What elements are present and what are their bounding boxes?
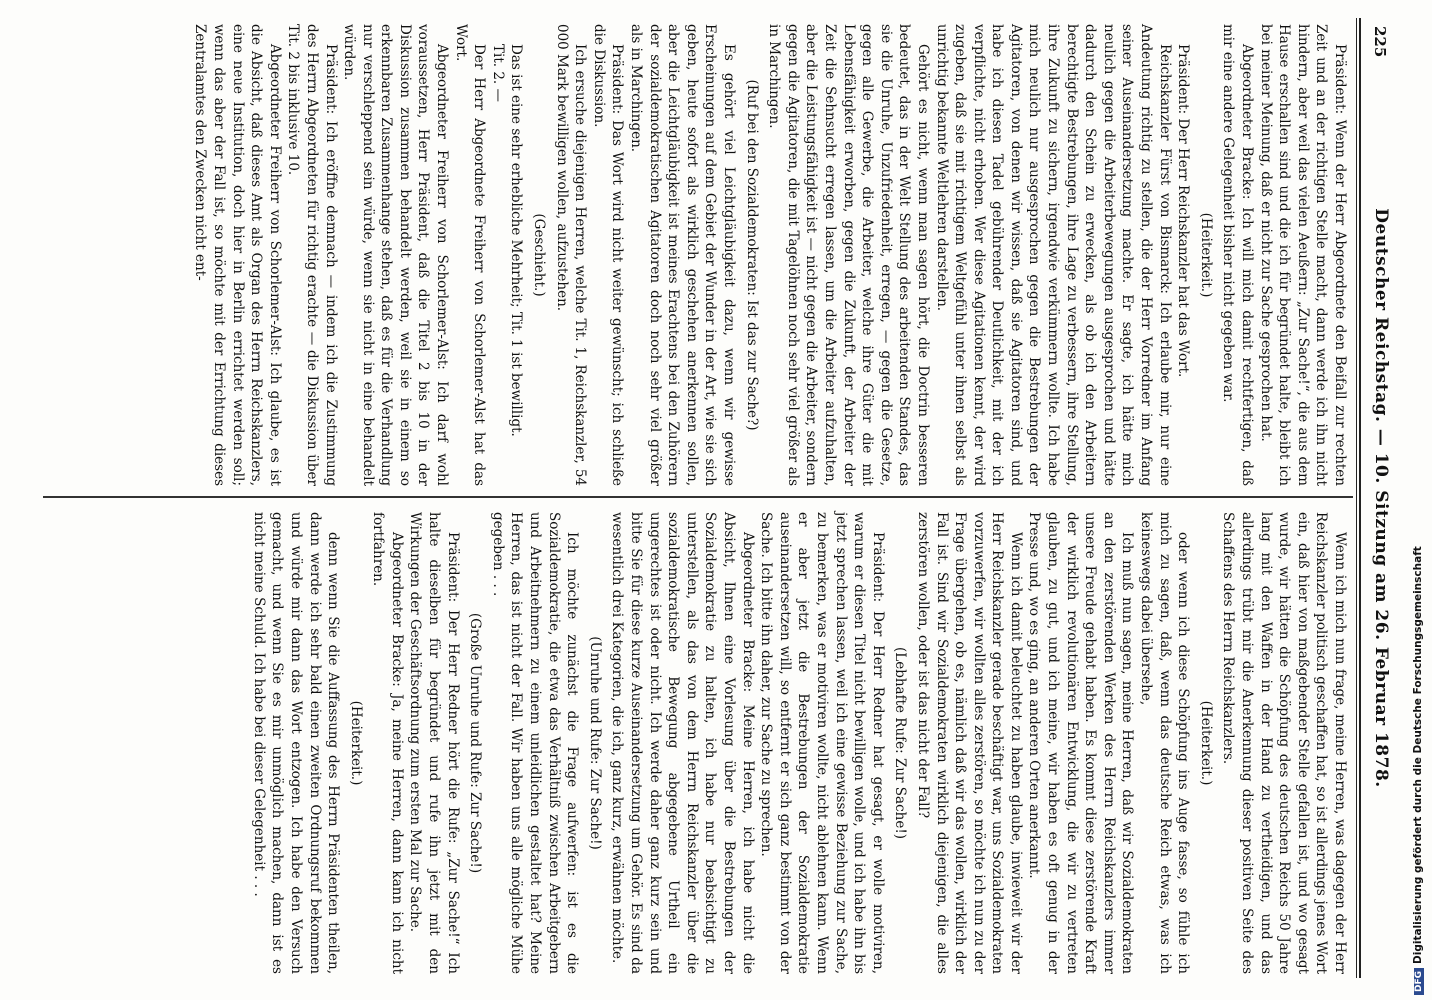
paragraph: Tit. 2. — [489, 44, 506, 103]
paragraph: Ich ersuche diejenigen Herren, welche Tit. 1, Reichskanzler, 54 000 Mark bewilligen wollen, aufzustehen. [553, 24, 589, 486]
paragraph: Es gehört viel Leichtgläubigkeit dazu, wenn wir gewisse Erscheinungen auf dem Gebiet der Wunder in der Art, wie sie sich geben, heute sofort als wirklich geschehen anerkennen sollen, aber die Leichtgläubigkeit ist meines Erachtens bei den Zuhörern der sozialdemokratischen Agitatoren doch noch sehr viel größer als in Marchingen. [628, 24, 737, 486]
paragraph: Präsident: Ich eröffne demnach — indem ich die Zustimmung des Herrn Abgeordneten für richtig erachte — die Diskussion über Tit. 2 bis inklusive 10. [285, 24, 339, 486]
paragraph: Präsident: Der Herr Reichskanzler hat das Wort. [1175, 44, 1192, 378]
paragraph: Abgeordneter Bracke: Meine Herren, ich habe nicht die Absicht, Ihnen eine Vorlesung über die Bestrebungen der Sozialdemokratie zu halten, ich habe nur beabsichtigt zu unterstellen, als das von dem Herrn Reichskanzler über die sozialdemokratische Bewegung abgegebene Urtheil ein ungerechtes ist oder nicht. Ich werde daher ganz kurz sein und bitte Sie für diese kurze Auseinandersetzung um Gehör. Es sind da wesentlich drei Kategorien, die ich, ganz kurz, erwähnen möchte. [609, 512, 756, 974]
paragraph: Abgeordneter Bracke: Ja, meine Herren, dann kann ich nicht fortfahren. [370, 512, 405, 974]
paragraph: Ich möchte zunächst die Frage aufwerfen: ist es die Sozialdemokratie, die etwa das Verhältniß zwischen Arbeitgebern und Arbeitnehmern zu einem unleidlichen gestaltet hat? Meine Herren, das ist nicht der Fall. Wir haben uns alle mögliche Mühe gegeben . . . [489, 512, 581, 974]
paragraph: oder wenn ich diese Schöpfung ins Auge fasse, so fühle ich mich zu sagen, daß, wenn das deutsche Reich etwas, was ich keineswegs dabei übersehe, [1138, 512, 1192, 974]
page-header [1361, 18, 1395, 978]
stage-direction: (Heiterkeit.) [347, 700, 364, 786]
stage-direction: (Unruhe und Rufe: Zur Sache!) [586, 636, 603, 850]
stage-direction: (Geschieht.) [531, 213, 548, 297]
stage-direction: (Ruf bei den Sozialdemokraten: Ist das zur Sache?) [743, 79, 760, 431]
stage-direction: (Große Unruhe und Rufe: Zur Sache!) [467, 612, 484, 874]
stage-direction: (Lebhafte Rufe: Zur Sache!) [892, 646, 909, 840]
stage-direction: (Heiterkeit.) [1197, 212, 1214, 298]
header-rule [1359, 18, 1361, 978]
paragraph: Präsident: Der Herr Redner hört die Rufe: „Zur Sache!“ Ich halte dieselben für begründet und rufe ihn jetzt mit den Wirkungen der Geschäftsordnung zum ersten Mal zur Sache. [407, 512, 461, 974]
header-rule-thin [1356, 18, 1357, 978]
paragraph: Reichskanzler Fürst von Bismarck: Ich erlaube mir, nur eine Andeutung richtig zu stellen, die der Herr Vorredner im Anfang seiner Auseinandersetzung machte. Er sagte, ich hätte mich neulich gegen die Arbeiterbewegungen ausgesprochen und hätte dadurch den Schein zu erwecken, als ob ich den Arbeitern berechtigte Bestrebungen, ihre Lage zu verbessern, ihre Stellung, ihre Zukunft zu sichern, irgendwie verkümmern wollte. Ich habe mich neulich nur ausgesprochen gegen die Bestrebungen der Agitatoren, von denen wir wissen, daß sie Agitatoren sind, und habe ich diesen Tadel gebührender Deutlichkeit, mit der ich verpflichte, nicht erhoben. Wer diese Agitationen kennt, der wird zugeben, daß sie mit richtigem Weltgefühl unter ihnen selbst als unrichtig bekannte Weltlehren darstellen. [933, 24, 1173, 486]
funding-text: Digitalisierung gefördert durch die Deutsche Forschungsgemeinschaft [1412, 546, 1424, 964]
paragraph: Abgeordneter Freiherr von Schorlemer-Alst: Ich glaube, es ist die Absicht, daß dieses Amt als Organ des Herrn Reichskanzlers, eine neue Institution, doch hier in Berlin errichtet werden soll; wenn das aber der Fall ist, so möchte mit der Errichtung dieses Zentralamtes den Zwecken nicht ent- [192, 24, 283, 486]
paragraph: Das ist eine sehr erhebliche Mehrheit; Tit. 1 ist bewilligt. [508, 44, 525, 437]
paragraph: Abgeordneter Freiherr von Schorlemer-Alst: Ich darf wohl voraussetzen, Herr Präsident, daß die Titel 2 bis 10 in der Diskussion zusammen behandelt werden, weil sie in einem so erkennbaren Zusammenhange stehen, daß es für die Verhandlung nur verschleppend sein würde, wenn sie nicht in eine behandelt würden. [341, 24, 451, 486]
paragraph: Abgeordneter Bracke: Ich will mich damit rechtfertigen, daß mir eine andere Gelegenheit bisher nicht gegeben war. [1220, 24, 1256, 486]
paragraph: Ich muß nun sagen, meine Herren, daß wir Sozialdemokraten an den zerstörenden Werken des Herrn Reichskanzlers immer unsere Freude gehabt haben. Es kommt diese zerstörende Kraft der wirklich revolutionären Entwicklung, die wir zu vertreten glauben, zu gut, und ich meine, wir haben es oft genug in der Presse und, wo es ging, an anderen Orten anerkannt. [1026, 512, 1136, 974]
running-title: Deutscher Reichstag. — 10. Sitzung am 26. Februar 1878. [1371, 208, 1391, 788]
funding-note [1412, 0, 1424, 995]
column-divider [43, 496, 1353, 498]
stage-direction: (Heiterkeit.) [1197, 700, 1214, 786]
paragraph: Gehört es nicht, wenn man sagen hört, die Doctrin besseren bedeutet, das in der Welt Stellung des arbeitenden Standes, das sie die Unruhe, Unzufriedenheit, erregen, — gegen die Gesetze, gegen alle Gewerbe, die Arbeiter, welche ihre Güter die mit Lebensfähigkeit erworben, gegen die Zukunft, der Arbeiter der Zeit die Sehnsucht erregen lassen, um die Arbeiter aufzuhalten, aber die Leistungsfähigkeit ist — nicht gegen die Arbeiter, sondern gegen die Agitatoren, die mit Tagelöhnen noch sehr viel größer als in Marchingen. [766, 24, 931, 486]
left-column [191, 24, 1349, 486]
paragraph: Präsident: Der Herr Redner hat gesagt, er wolle motiviren, warum er diesen Titel nicht bewilligen wolle, und ich habe ihn bis jetzt sprechen lassen, weil ich eine gewisse Beziehung zur Sache, zu bemerken, was er motiviren wollte, nicht ablehnen kann. Wenn er aber jetzt die Bestrebungen der Sozialdemokratie auseinandersetzen will, so entfernt er sich ganz bestimmt von der Sache. Ich bitte ihn daher, zur Sache zu sprechen. [758, 512, 886, 974]
paragraph: Wenn ich damit beleuchtet zu haben glaube, inwieweit wir der Herr Reichskanzler gerade beschäftigt war, uns Sozialdemokraten vorzuwerfen, wir wollten alles zerstören, so möchte ich nun zu der Frage übergehen, ob es, nämlich daß wir das wollen, wirklich der Fall ist. Sind wir Sozialdemokraten wirklich diejenigen, die alles zerstören wollen, oder ist das nicht der Fall? [914, 512, 1024, 974]
right-column [249, 512, 1349, 974]
page-number: 225 [1371, 26, 1389, 58]
paragraph: Wenn ich mich nun frage, meine Herren, was dagegen der Herr Reichskanzler politisch geschaffen hat, so ist allerdings jenes Wort ein, daß hier von maßgebender Stelle gefallen ist, und wo gesagt wurde, wir hätten die Schöpfung des deutschen Reichs 50 Jahre lang mit den Waffen in der Hand zu vertheidigen, und das allerdings trübt mir die Anerkennung dieser positiven Seite des Schaffens des Herrn Reichskanzlers. [1220, 512, 1348, 974]
paragraph: denn wenn Sie die Auffassung des Herrn Präsidenten theilen, dann werde ich sehr bald einen zweiten Ordnungsruf bekommen und würde mir dann das Wort entzogen. Ich habe den Versuch gemacht, und wenn Sie es mir unmöglich machen, dann ist es nicht meine Schuld. Ich habe bei dieser Gelegenheit . . . [250, 512, 342, 974]
paragraph: Der Herr Abgeordnete Freiherr von Schorlemer-Alst hat das Wort. [452, 24, 488, 486]
paragraph: Präsident: Wenn der Herr Abgeordnete den Beifall zur rechten Zeit und an der richtigen Stelle macht, dann werde ich ihn nicht hindern, aber weil das vielen Aeußern: „Zur Sache!“, die aus dem Hause erschallen sind und die ich für begründet halte, bleibt ich bei meiner Meinung, daß er nicht zur Sache gesprochen hat. [1257, 24, 1348, 486]
rotated-page [20, 18, 1395, 978]
paragraph: Präsident: Das Wort wird nicht weiter gewünscht; ich schließe die Diskussion. [590, 24, 626, 486]
dfg-logo: DFG [1414, 968, 1424, 995]
